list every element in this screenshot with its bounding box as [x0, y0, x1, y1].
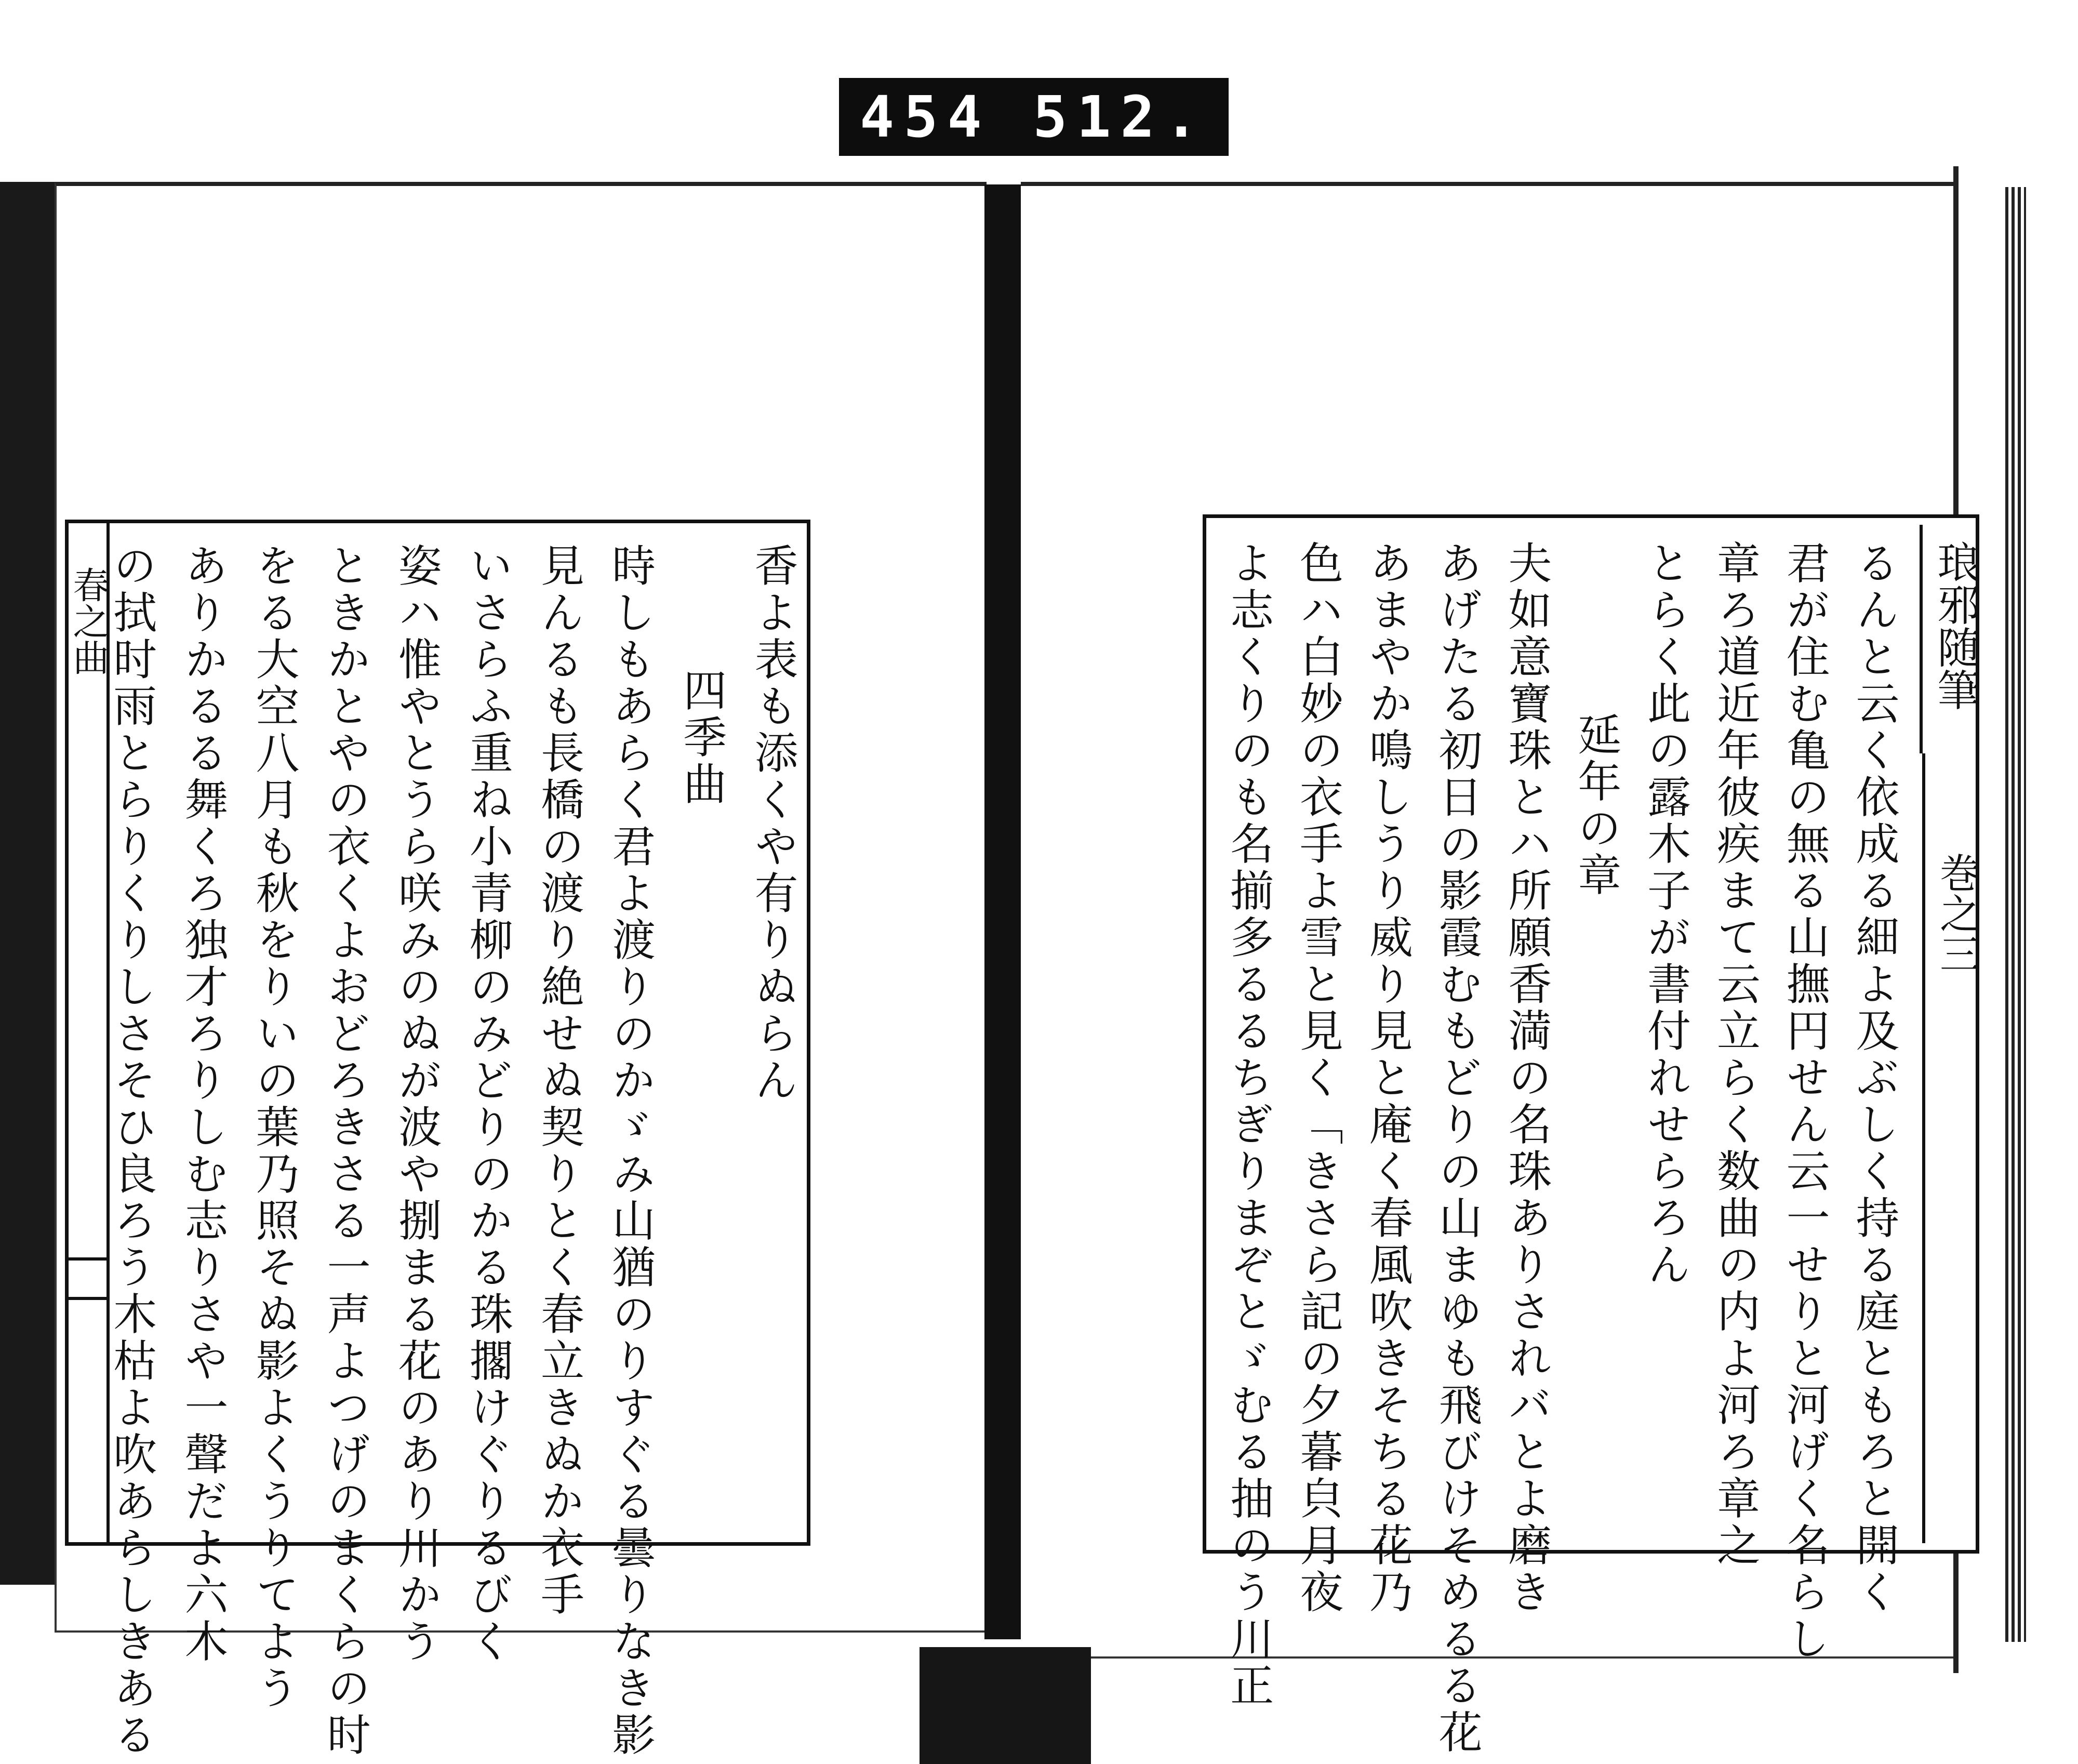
- text-column: をる大空八月も秋をりいの葉乃照そぬ影よくうりてよう: [248, 543, 300, 1712]
- text-column: 見んるも長橋の渡り絶せぬ契りとく春立きぬか衣手: [534, 543, 585, 1619]
- book-spine-base: [920, 1647, 1091, 1764]
- text-column: 君が住む亀の無る山撫円せん云一せりと河げく名らし: [1779, 540, 1831, 1663]
- text-column: 時しもあらく君よ渡りのかゞみ山猶のりすぐる曇りなき影: [605, 543, 656, 1759]
- left-margin-label: 春之曲: [67, 566, 110, 675]
- left-page-body: [106, 543, 798, 1759]
- text-column: いさらふ重ね小青柳のみどりのかる珠擱けぐりるびく: [462, 543, 514, 1665]
- section-title: 延年の章: [1570, 712, 1622, 899]
- text-column: ときかとやの衣くよおどろきさる一声よつげのまくらの时: [320, 543, 371, 1759]
- book-spine: [984, 184, 1021, 1639]
- text-column: あまやか鳴しうり威り見と庵く春風吹きそちる花乃: [1362, 540, 1414, 1616]
- text-column: 夫如意寶珠とハ所願香満の名珠ありされバとよ磨き: [1501, 540, 1552, 1616]
- right-page-body: [1223, 540, 1900, 1756]
- left-margin-divider: [65, 1257, 106, 1300]
- text-column: とらく此の露木子が書付れせらろん: [1640, 540, 1691, 1289]
- frame-number-left: 454: [860, 84, 991, 150]
- text-column: よ志くりのも名揃多るるちぎりまぞとゞむる抽のう川正: [1223, 540, 1274, 1709]
- text-column: 章ろ道近年彼疾まて云立らく数曲の内よ河ろ章之: [1710, 540, 1761, 1569]
- page-stack-edges: [2005, 187, 2026, 1642]
- chapter-label: 巻之三: [1933, 852, 1980, 974]
- text-column: ありかるる舞くろ独才ろりしむ志りさや一聲だよ六木: [177, 543, 229, 1665]
- section-title: 四季曲: [676, 668, 727, 808]
- text-column: 香よ表も添くや有りぬらん: [747, 543, 798, 1104]
- running-header: 琅邪随筆: [1930, 540, 1980, 711]
- microfilm-frame-label: [839, 78, 1229, 156]
- text-column: あげたる初日の影霞むもどりの山まゆも飛びけそめるる花: [1432, 540, 1483, 1756]
- frame-number-right: 512.: [1033, 84, 1208, 150]
- text-column: の拭时雨とらりくりしさそひ良ろう木枯よ吹あらしきある: [106, 543, 157, 1759]
- text-column: 色ハ白妙の衣手よ雪と見く「きさら記の夕暮㒵月夜: [1293, 540, 1344, 1616]
- text-column: 姿ハ惟やとうら咲みのぬが波や捌まる花のあり川かう: [391, 543, 443, 1665]
- text-column: るんと云く依成る細よ及ぶしく持る庭ともろと開く: [1848, 540, 1900, 1616]
